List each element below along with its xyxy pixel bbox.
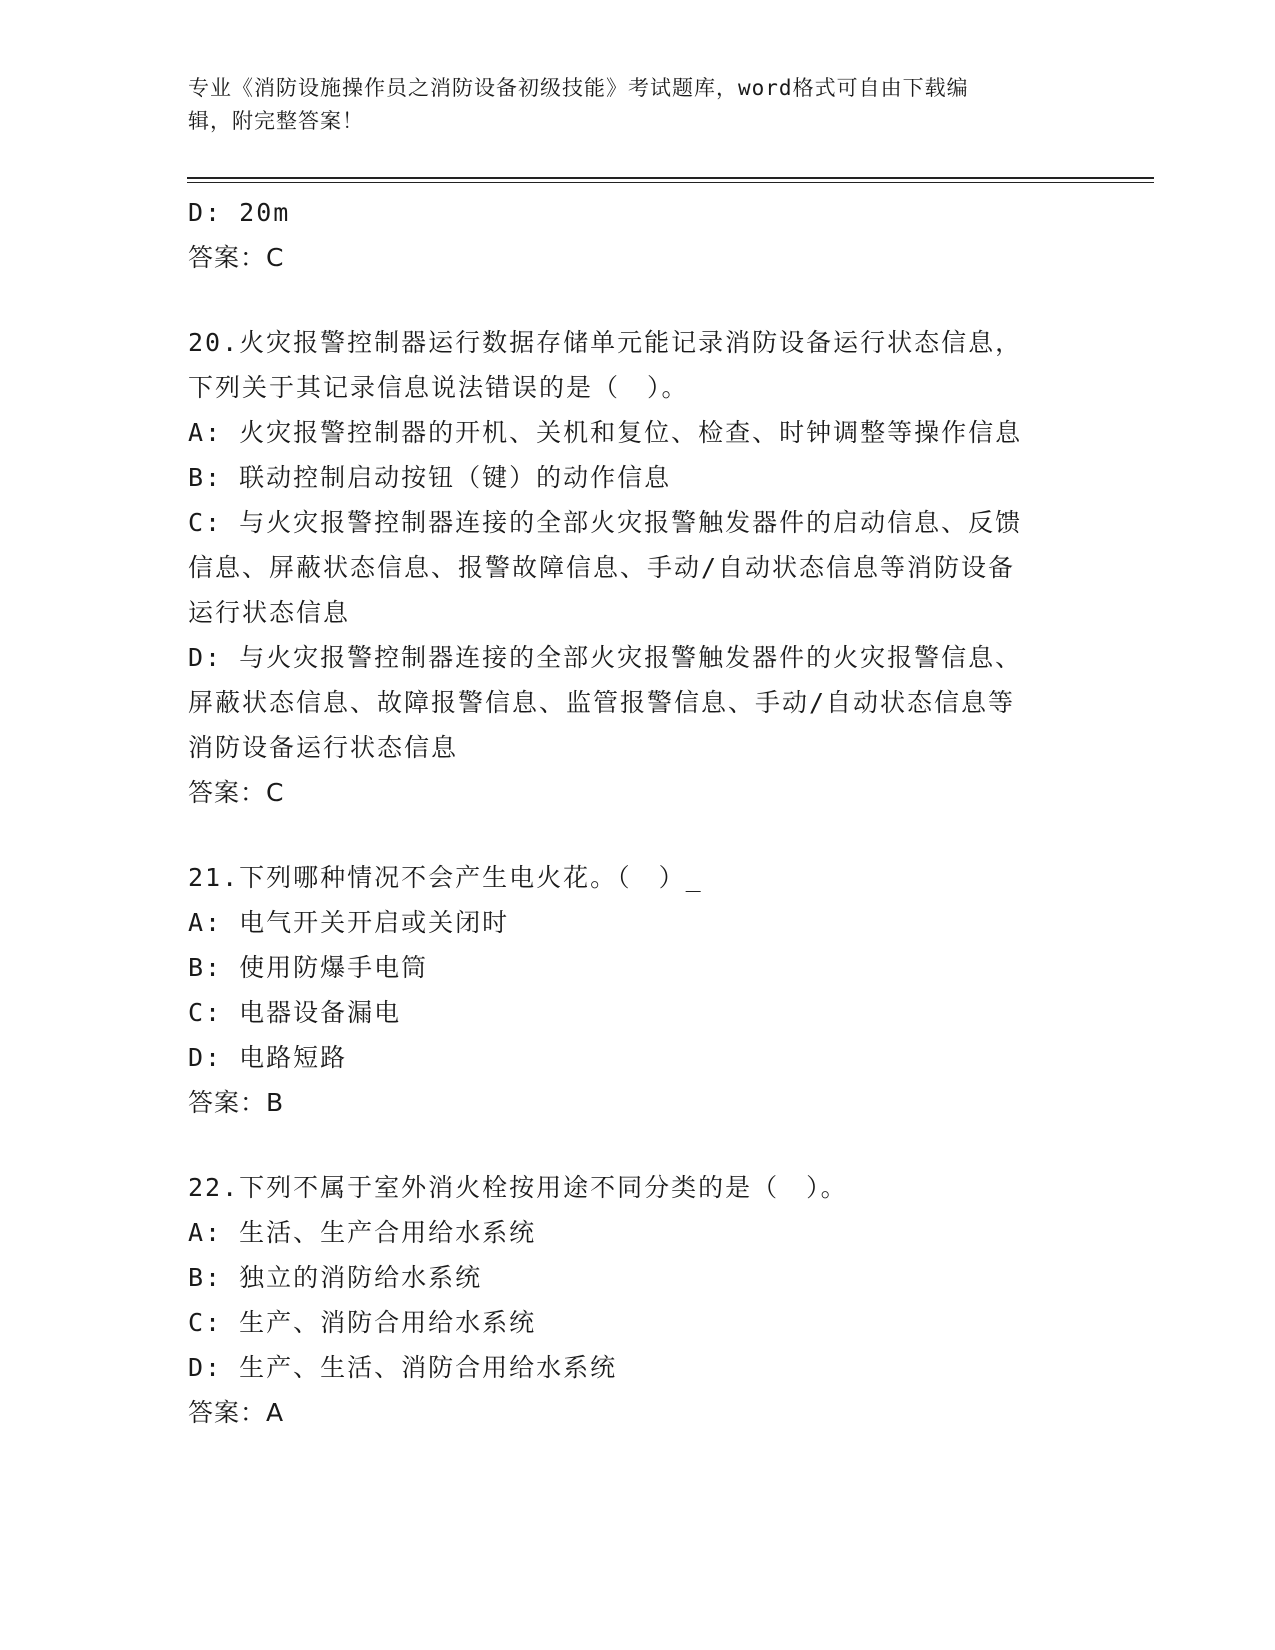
option-c: C: 生产、消防合用给水系统 bbox=[188, 1308, 537, 1337]
header-divider-thin bbox=[187, 182, 1154, 183]
header-divider-thick bbox=[187, 177, 1154, 179]
option-c-cont: 运行状态信息 bbox=[188, 598, 351, 627]
option-d-cont: 消防设备运行状态信息 bbox=[188, 733, 459, 762]
question-list bbox=[188, 190, 1088, 1435]
option-b: B: 使用防爆手电筒 bbox=[188, 953, 429, 982]
question-22 bbox=[188, 1165, 1088, 1435]
option-b: B: 联动控制启动按钮（键）的动作信息 bbox=[188, 463, 672, 492]
answer-line: 答案：C bbox=[188, 778, 285, 807]
question-20 bbox=[188, 320, 1088, 815]
option-c-cont: 信息、屏蔽状态信息、报警故障信息、手动/自动状态信息等消防设备 bbox=[188, 553, 1016, 582]
question-stem-cont: 下列关于其记录信息说法错误的是（ ）。 bbox=[188, 373, 689, 402]
document-header bbox=[188, 72, 1078, 138]
question-19-tail bbox=[188, 190, 1088, 280]
question-21 bbox=[188, 855, 1088, 1125]
option-d: D: 生产、生活、消防合用给水系统 bbox=[188, 1353, 618, 1382]
option-b: B: 独立的消防给水系统 bbox=[188, 1263, 483, 1292]
answer-line: 答案：A bbox=[188, 1398, 285, 1427]
option-a: A: 电气开关开启或关闭时 bbox=[188, 908, 510, 937]
header-line-1: 专业《消防设施操作员之消防设备初级技能》考试题库，word格式可自由下载编 bbox=[188, 76, 969, 100]
option-c: C: 电器设备漏电 bbox=[188, 998, 402, 1027]
option-d: D: 与火灾报警控制器连接的全部火灾报警触发器件的火灾报警信息、 bbox=[188, 643, 1023, 672]
header-line-2: 辑，附完整答案！ bbox=[188, 109, 364, 133]
question-stem: 22.下列不属于室外消火栓按用途不同分类的是（ ）。 bbox=[188, 1173, 848, 1202]
option-d: D: 电路短路 bbox=[188, 1043, 348, 1072]
question-stem: 21.下列哪种情况不会产生电火花。（ ）_ bbox=[188, 863, 703, 892]
option-c: C: 与火灾报警控制器连接的全部火灾报警触发器件的启动信息、反馈 bbox=[188, 508, 1023, 537]
option-a: A: 生活、生产合用给水系统 bbox=[188, 1218, 537, 1247]
option-a: A: 火灾报警控制器的开机、关机和复位、检查、时钟调整等操作信息 bbox=[188, 418, 1023, 447]
option-d-cont: 屏蔽状态信息、故障报警信息、监管报警信息、手动/自动状态信息等 bbox=[188, 688, 1016, 717]
answer-line: 答案：B bbox=[188, 1088, 285, 1117]
question-stem: 20.火灾报警控制器运行数据存储单元能记录消防设备运行状态信息， bbox=[188, 328, 1023, 357]
option-d: D: 20m bbox=[188, 198, 291, 227]
answer-line: 答案：C bbox=[188, 243, 285, 272]
